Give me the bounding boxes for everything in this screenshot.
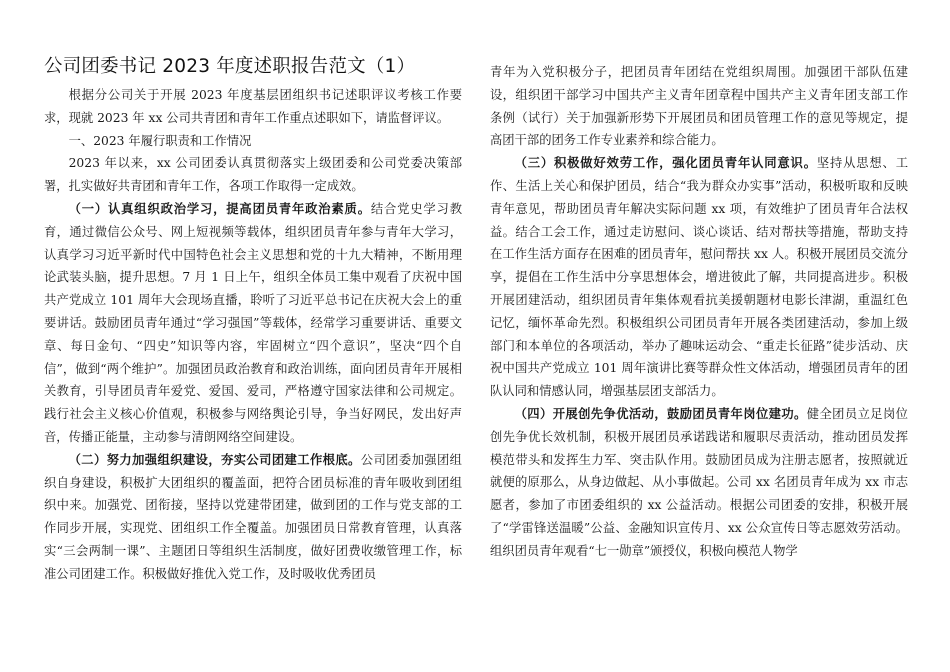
organization-paragraph <box>44 449 462 586</box>
subheading-3: （三）积极做好效劳工作，强化团员青年认同意识。 <box>514 155 817 171</box>
intro-paragraph: 根据分公司关于开展 2023 年度基层团组织书记述职评议考核工作要求，现就 2023 年 xx 公司共青团和青年工作重点述职如下，请监督评议。 <box>44 88 462 125</box>
left-text-block <box>44 84 462 586</box>
right-text-block <box>490 61 908 563</box>
organization-body: 公司团委加强团组织自身建设，积极扩大团组织的覆盖面，把符合团员标准的青年吸收到团组织中来。加强党、团衔接，坚持以党建带团建，做到团的工作与党支部的工作同步开展，实现党、团组织工作全覆盖。加强团员日常教育管理，认真落实“三会两制一课”、主题团日等组织生活制度，做好团费收缴管理工作，标准公司团建工作。积极做好推优入党工作，及时吸收优秀团员 <box>44 452 462 581</box>
political-study-paragraph <box>44 198 462 449</box>
overview-paragraph: 2023 年以来，xx 公司团委认真贯彻落实上级团委和公司党委决策部署，扎实做好共青团和青年工作，各项工作取得一定成效。 <box>44 156 462 194</box>
subheading-1: （一）认真组织政治学习，提高团员青年政治素质。 <box>68 200 371 216</box>
excellence-body: 健全团员立足岗位创先争优长效机制，积极开展团员承诺践诺和履职尽责活动，推动团员发挥模范带头和发挥生力军、突击队作用。鼓励团员成为注册志愿者，按照就近就便的原那么，从身边做起、从小事做起。公司 xx 名团员青年成为 xx 市志愿者，参加了市团委组织的 xx 公益活动。根据公司团委的安排，积极开展了“学雷锋送温暖”公益、金融知识宣传月、xx 公众宣传日等志愿效劳活动。组织团员青年观看“七一勋章”颁授仪，积极向模范人物学 <box>490 406 908 558</box>
section-heading-1: 一、2023 年履行职责和工作情况 <box>68 133 252 148</box>
subheading-4: （四）开展创先争优活动，鼓励团员青年岗位建功。 <box>514 405 807 421</box>
service-paragraph <box>490 152 908 403</box>
subheading-2: （二）努力加强组织建设，夯实公司团建工作根底。 <box>68 451 361 467</box>
political-study-body: 结合党史学习教育，通过微信公众号、网上短视频等载体，组织团员青年参与青年大学习，认真学习习近平新时代中国特色社会主义思想和党的十九大精神，不断用理论武装头脑，提升思想。7 月 1 日上午，组织全体员工集中观看了庆祝中国共产党成立 101 周年大会现场直播，聆听了习近平总书记在庆祝大会上的重要讲话。鼓励团员青年通过“学习强国”等载体，经常学习重要讲话、重要文章、每日金句、“四史”知识等内容，牢固树立“四个意识”，坚决“四个自信”，做到“两个维护”。加强团员政治教育和政治训练，面向团员青年开展相关教育，引导团员青年爱党、爱国、爱司，严格遵守国家法律和公司规定。践行社会主义核心价值观，积极参与网络舆论引导，争当好网民，发出好声音，传播正能量，主动参与清朗网络空间建设。 <box>44 201 462 444</box>
continued-paragraph: 青年为入党积极分子，把团员青年团结在党组织周围。加强团干部队伍建设，组织团干部学习中国共产主义青年团章程中国共产主义青年团支部工作条例（试行）关于加强新形势下开展团员和团员管理工作的意见等规定，提高团干部的团务工作专业素养和综合能力。 <box>490 65 908 148</box>
excellence-paragraph <box>490 403 908 563</box>
service-body: 坚持从思想、工作、生活上关心和保护团员，结合“我为群众办实事”活动，积极听取和反映青年意见，帮助团员青年解决实际问题 xx 项，有效维护了团员青年合法权益。结合工会工作，通过走访慰问、谈心谈话、结对帮扶等措施，帮助支持在工作生活方面存在困难的团员青年，慰问帮扶 xx 人。积极开展团员交流分享，提倡在工作生活中分享思想体会，增进彼此了解，共同提高进步。积极开展团建活动，组织团员青年集体观看抗美援朝题材电影长津湖，重温红色记忆，缅怀革命先烈。积极组织公司团员青年开展各类团建活动，参加上级部门和本单位的各项活动，举办了趣味运动会、“重走长征路”徒步活动、庆祝中国共产党成立 101 周年演讲比赛等群众性文体活动，增强团员青年的团队认同和情感认同，增强基层团支部活力。 <box>490 156 908 399</box>
document-title: 公司团委书记 2023 年度述职报告范文（1） <box>44 56 416 77</box>
